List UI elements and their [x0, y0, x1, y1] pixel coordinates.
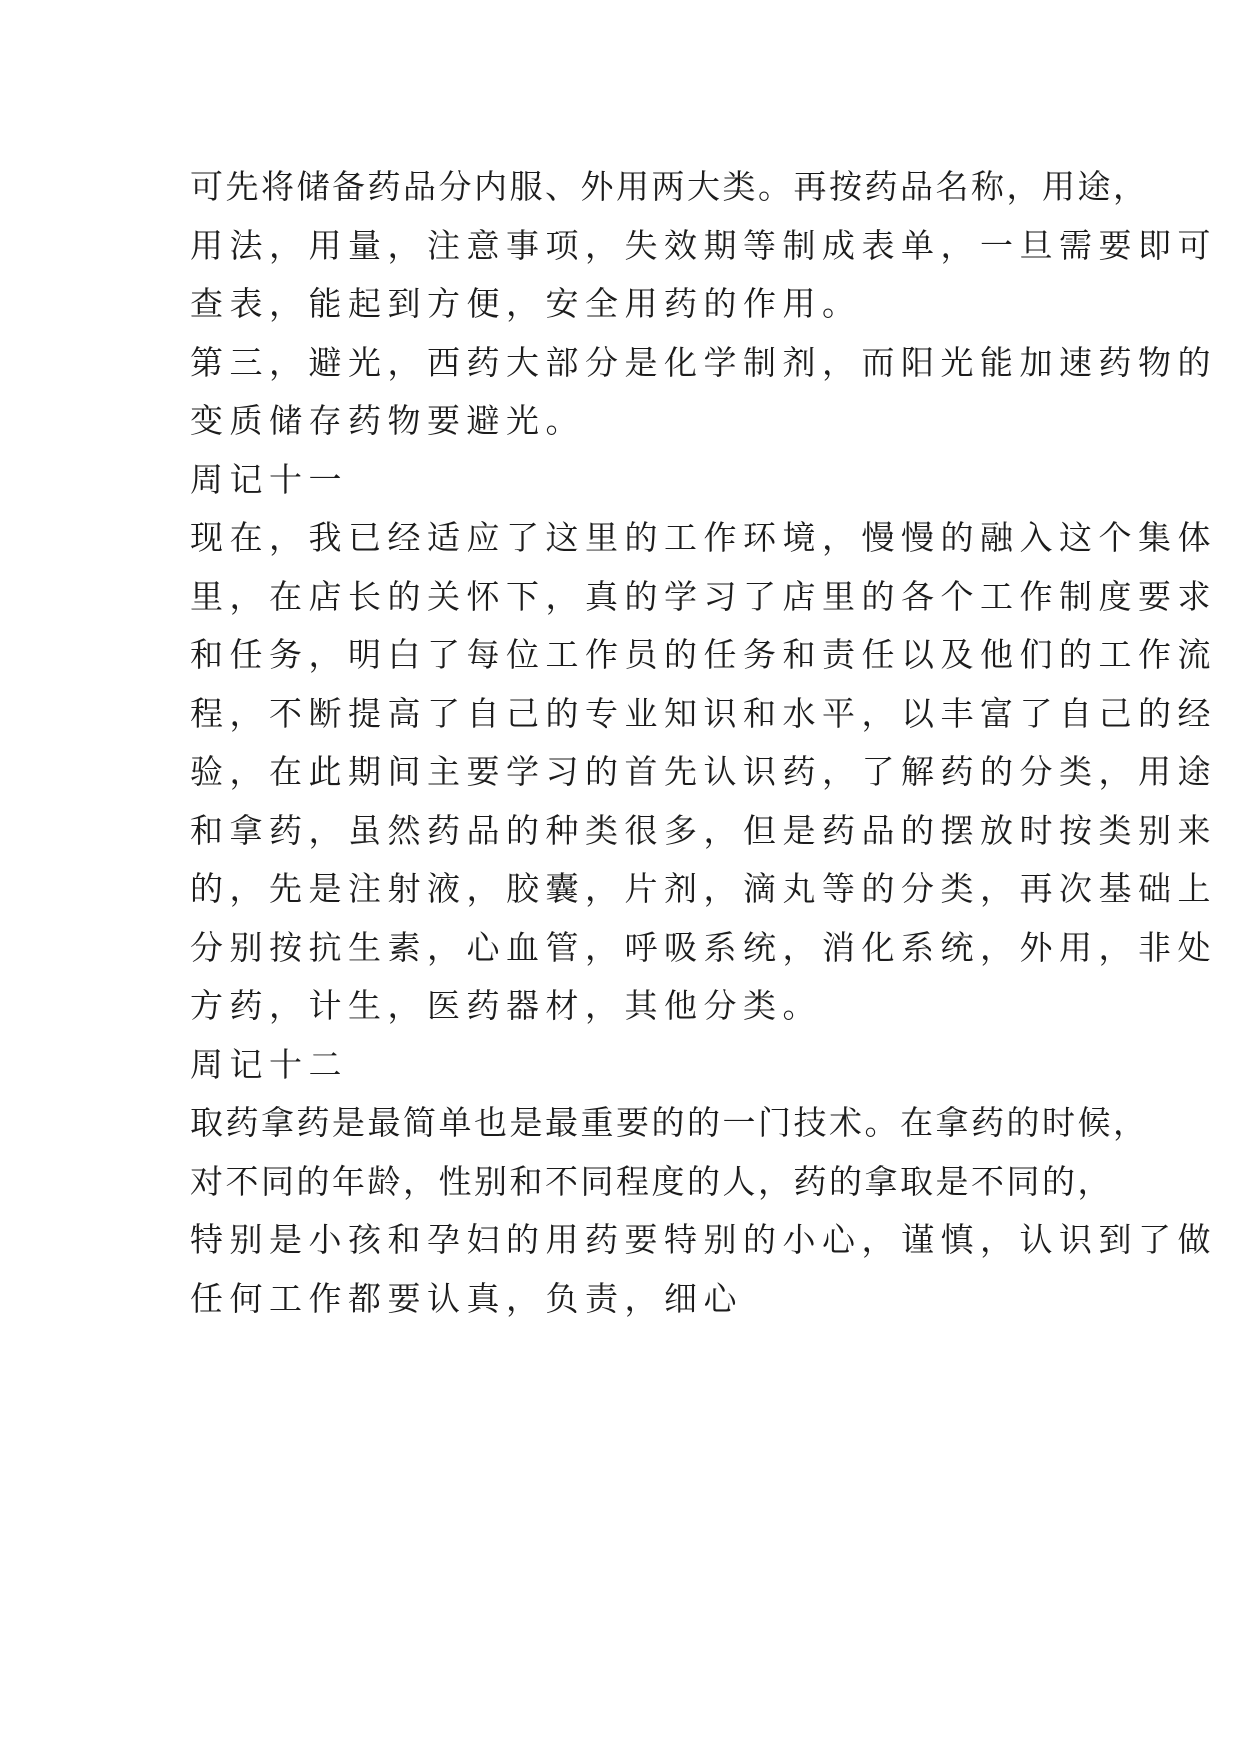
paragraph-line: 查表，能起到方便，安全用药的作用。 — [190, 284, 862, 323]
paragraph-line: 里，在店长的关怀下，真的学习了店里的各个工作制度要求 — [190, 576, 1217, 616]
paragraph-line: 第三，避光，西药大部分是化学制剂，而阳光能加速药物的 — [190, 342, 1217, 382]
paragraph-line: 任何工作都要认真，负责，细心 — [190, 1278, 743, 1318]
document-body — [190, 158, 1217, 1328]
paragraph-line: 和拿药，虽然药品的种类很多，但是药品的摆放时按类别来 — [190, 810, 1217, 850]
paragraph-line: 用法，用量，注意事项，失效期等制成表单，一旦需要即可 — [190, 225, 1217, 265]
paragraph-line: 的，先是注射液，胶囊，片剂，滴丸等的分类，再次基础上 — [190, 869, 1217, 908]
paragraph-line: 现在，我已经适应了这里的工作环境，慢慢的融入这个集体 — [190, 518, 1217, 557]
paragraph-line: 变质储存药物要避光。 — [190, 401, 585, 440]
paragraph-line: 方药，计生，医药器材，其他分类。 — [190, 986, 822, 1025]
section-heading: 周记十二 — [190, 1044, 348, 1084]
paragraph-line: 取药拿药是最简单也是最重要的的一门技术。在拿药的时候， — [190, 1103, 1149, 1142]
section-heading: 周记十一 — [190, 459, 348, 499]
paragraph-line: 程，不断提高了自己的专业知识和水平，以丰富了自己的经 — [190, 693, 1217, 733]
paragraph-line: 和任务，明白了每位工作员的任务和责任以及他们的工作流 — [190, 635, 1217, 674]
paragraph-line: 分别按抗生素，心血管，呼吸系统，消化系统，外用，非处 — [190, 927, 1217, 967]
paragraph-line: 验，在此期间主要学习的首先认识药，了解药的分类，用途 — [190, 752, 1217, 791]
paragraph-line: 特别是小孩和孕妇的用药要特别的小心，谨慎，认识到了做 — [190, 1220, 1217, 1259]
paragraph-line: 可先将储备药品分内服、外用两大类。再按药品名称，用途， — [190, 167, 1149, 206]
paragraph-line: 对不同的年龄，性别和不同程度的人，药的拿取是不同的， — [190, 1161, 1113, 1201]
